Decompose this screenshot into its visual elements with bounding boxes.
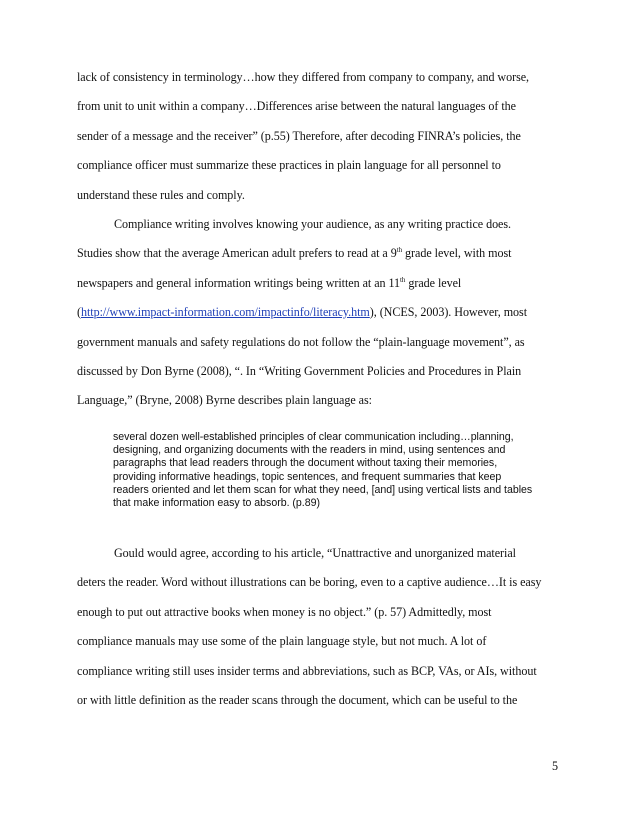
paragraph-line: government manuals and safety regulations do not follow the “plain-language movement”, as [77, 334, 525, 349]
literacy-link[interactable]: http://www.impact-information.com/impactinfo/literacy.htm [80, 305, 370, 320]
text-segment: Studies show that the average American adult prefers to read at a 9 [77, 246, 397, 261]
paragraph-line: Gould would agree, according to his article, “Unattractive and unorganized material [114, 546, 516, 560]
text-segment: grade level, with most [402, 246, 512, 261]
paragraph-3 [77, 539, 561, 715]
paragraph-line: compliance manuals may use some of the plain language style, but not much. A lot of [77, 634, 487, 649]
paragraph-line: enough to put out attractive books when money is no object.” (p. 57) Admittedly, most [77, 604, 492, 619]
quote-line: several dozen well-established principles of clear communication including…planning, [113, 431, 514, 443]
text-segment: newspapers and general information writings being written at an 11 [77, 275, 401, 290]
superscript: th [396, 246, 403, 255]
paragraph-line [77, 239, 561, 268]
quote-line: paragraphs that lead readers through the document without taxing their memories, [113, 457, 498, 470]
text-segment: grade level [405, 275, 462, 290]
paragraph-line: compliance officer must summarize these practices in plain language for all personnel to [77, 158, 501, 173]
block-quote [113, 431, 573, 510]
paragraph-line: lack of consistency in terminology…how they differed from company to company, and worse, [77, 70, 530, 84]
quote-line: providing informative headings, topic sentences, and frequent summaries that keep [113, 470, 502, 483]
quote-line: readers oriented and let them scan for what they need, [and] using vertical lists and tables [113, 483, 533, 496]
paragraph-line: compliance writing still uses insider terms and abbreviations, such as BCP, VAs, or AIs, without [77, 663, 537, 678]
paragraph-line: sender of a message and the receiver” (p.55) Therefore, after decoding FINRA’s policies, the [77, 128, 521, 143]
paragraph-line: discussed by Don Byrne (2008), “. In “Writing Government Policies and Procedures in Plain [77, 363, 522, 378]
paragraph-2 [77, 210, 561, 416]
paragraph-line: from unit to unit within a company…Differences arise between the natural languages of the [77, 99, 516, 114]
paragraph-line [77, 298, 561, 327]
paragraph-line: deters the reader. Word without illustrations can be boring, even to a captive audience…It is easy [77, 575, 542, 590]
paragraph-line: Compliance writing involves knowing your audience, as any writing practice does. [114, 217, 512, 231]
text-segment: ), (NCES, 2003). However, most [369, 305, 528, 320]
paragraph-line: understand these rules and comply. [77, 187, 245, 202]
text-segment: ( [77, 305, 81, 320]
paragraph-line: or with little definition as the reader scans through the document, which can be useful to the [77, 692, 518, 707]
paragraph-1 [77, 63, 561, 210]
paragraph-line: Language,” (Bryne, 2008) Byrne describes plain language as: [77, 393, 372, 408]
superscript: th [400, 275, 406, 284]
quote-line: that make information easy to absorb. (p.89) [113, 496, 320, 509]
page-number: 5 [552, 759, 559, 773]
quote-line: designing, and organizing documents with the readers in mind, using sentences and [113, 444, 506, 457]
paragraph-line [77, 269, 561, 298]
